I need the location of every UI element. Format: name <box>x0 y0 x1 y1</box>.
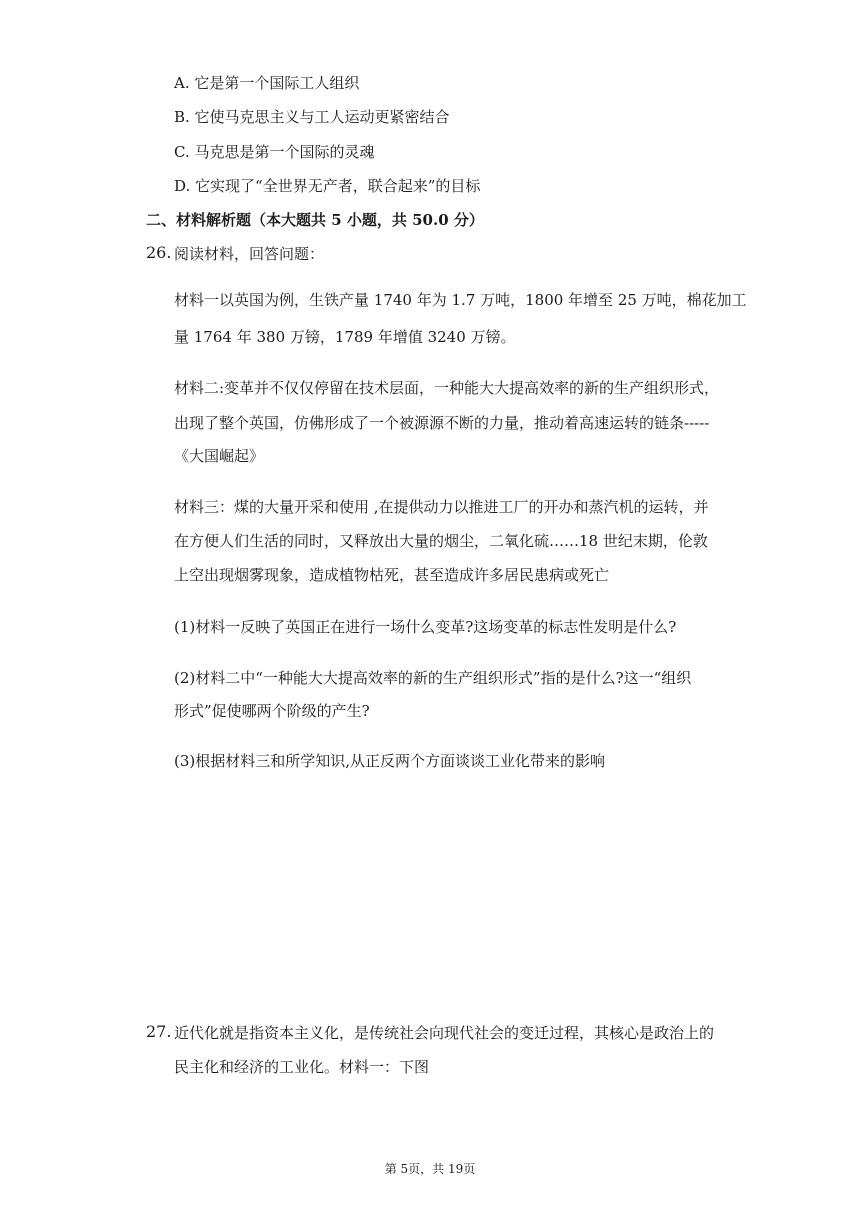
question-26-1: (1)材料一反映了英国正在进行一场什么变革?这场变革的标志性发明是什么? <box>174 618 677 636</box>
material2-source: 《大国崛起》 <box>174 447 265 465</box>
material1-line-2: 量 1764 年 380 万镑，1789 年增值 3240 万镑。 <box>174 328 516 346</box>
question-number-27: 27. <box>146 1022 172 1041</box>
question-26-prompt: 阅读材料，回答问题： <box>174 245 325 263</box>
option-c: C. 马克思是第一个国际的灵魂 <box>174 143 375 161</box>
option-d: D. 它实现了“全世界无产者，联合起来”的目标 <box>174 177 481 195</box>
question-27-line-1: 近代化就是指资本主义化，是传统社会向现代社会的变迁过程，其核心是政治上的 <box>174 1024 715 1042</box>
material1-line-1: 材料一以英国为例，生铁产量 1740 年为 1.7 万吨，1800 年增至 25 万吨，棉花加工 <box>174 291 747 309</box>
question-26-2-line-2: 形式”促使哪两个阶级的产生? <box>174 702 370 720</box>
material3-line-2: 在方便人们生活的同时，又释放出大量的烟尘，二氧化硫……18 世纪末期，伦敦 <box>174 532 708 550</box>
material3-line-3: 上空出现烟雾现象，造成植物枯死，甚至造成许多居民患病或死亡 <box>174 566 610 584</box>
question-27-line-2: 民主化和经济的工业化。材料一：下图 <box>174 1058 430 1076</box>
section-heading: 二、材料解析题（本大题共 5 小题，共 50.0 分） <box>146 211 484 229</box>
option-b: B. 它使马克思主义与工人运动更紧密结合 <box>174 108 450 126</box>
page-footer: 第 5页，共 19页 <box>384 1162 476 1176</box>
material2-line-2: 出现了整个英国，仿佛形成了一个被源源不断的力量，推动着高速运转的链条----- <box>174 414 710 432</box>
material3-line-1: 材料三：煤的大量开采和使用 ,在提供动力以推进工厂的开办和蒸汽机的运转，并 <box>174 498 709 516</box>
question-26-2-line-1: (2)材料二中“一种能大大提高效率的新的生产组织形式”指的是什么?这一“组织 <box>174 669 692 687</box>
material2-line-1: 材料二:变革并不仅仅停留在技术层面，一种能大大提高效率的新的生产组织形式， <box>174 379 720 397</box>
question-26-3: (3)根据材料三和所学知识,从正反两个方面谈谈工业化带来的影响 <box>174 752 606 770</box>
option-a: A. 它是第一个国际工人组织 <box>174 74 360 92</box>
question-number-26: 26. <box>146 243 172 262</box>
